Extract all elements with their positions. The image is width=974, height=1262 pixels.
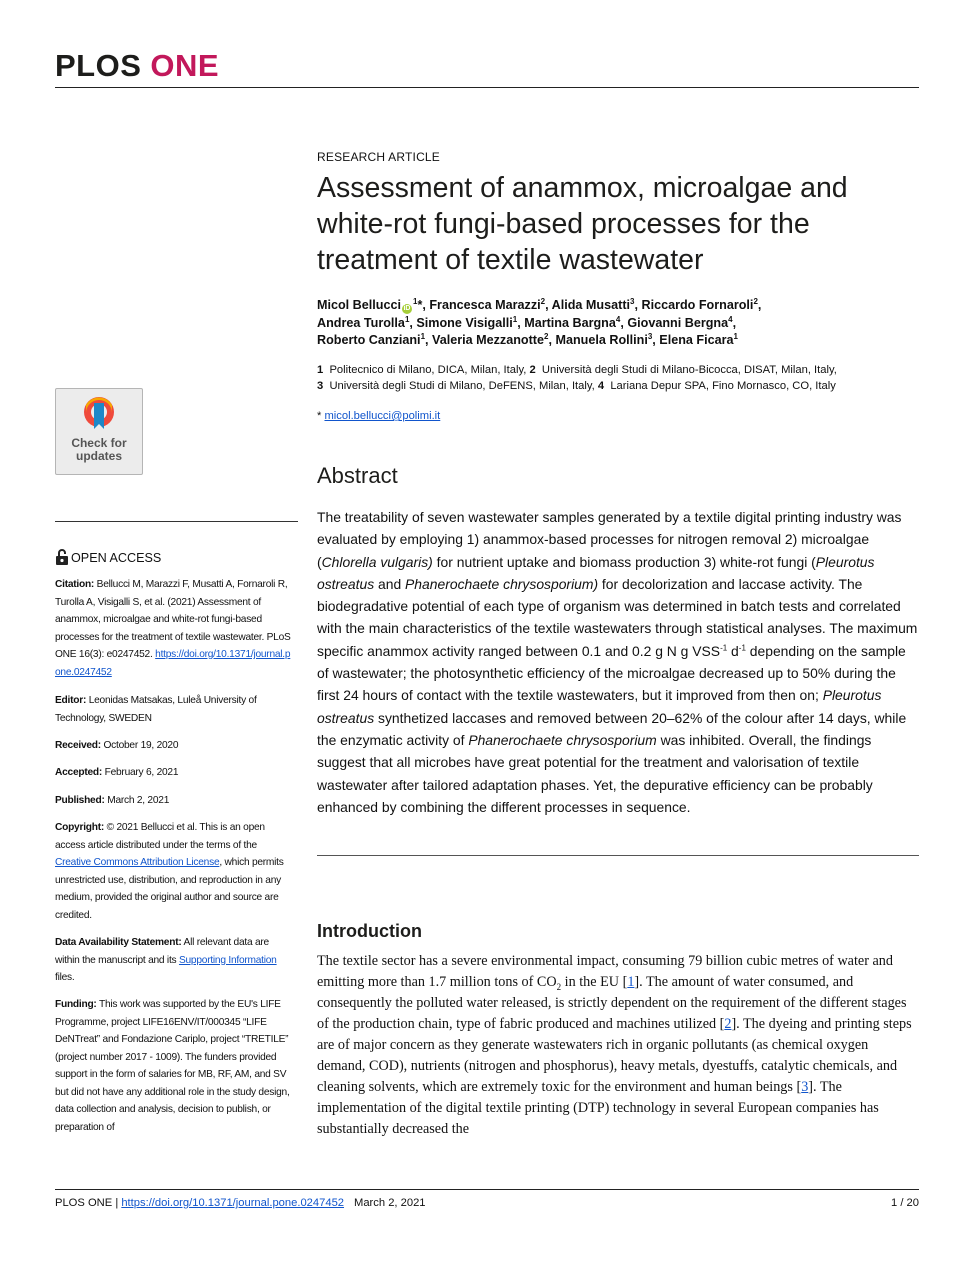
abstract-heading: Abstract bbox=[317, 463, 398, 488]
sidebar-divider bbox=[55, 521, 298, 522]
footer-divider bbox=[55, 1189, 919, 1190]
accepted-date: February 6, 2021 bbox=[104, 767, 179, 778]
abstract-segment: synthetized laccases and removed between 20–62% of the colour after 14 days, while the enzymatic activity of bbox=[317, 709, 907, 748]
species-name: Chlorella vulgaris) bbox=[321, 553, 433, 570]
published-block bbox=[55, 792, 294, 810]
affil-number: 2 bbox=[529, 364, 536, 376]
funding-block bbox=[55, 996, 294, 1136]
article-type: RESEARCH ARTICLE bbox=[317, 150, 441, 164]
affil-ref: 3 bbox=[630, 296, 635, 306]
citation-block bbox=[55, 576, 294, 681]
footer bbox=[55, 1197, 426, 1209]
footer-journal: PLOS ONE bbox=[55, 1197, 113, 1209]
introduction-heading: Introduction bbox=[317, 921, 422, 941]
footer-separator: | bbox=[115, 1197, 119, 1209]
author-name[interactable]: Francesca Marazzi bbox=[429, 298, 541, 312]
accepted-label: Accepted: bbox=[55, 767, 103, 778]
journal-logo bbox=[55, 48, 219, 84]
corresponding-email-link[interactable]: micol.bellucci@polimi.it bbox=[324, 410, 441, 422]
author-name[interactable]: Manuela Rollini bbox=[555, 333, 648, 347]
affil-ref: 1 bbox=[420, 331, 426, 341]
corresponding-mark: * bbox=[317, 410, 322, 422]
author-name[interactable]: Simone Visigalli bbox=[416, 315, 513, 330]
accepted-block bbox=[55, 764, 294, 782]
journal-logo-one: ONE bbox=[150, 48, 220, 83]
page-number: 1 / 20 bbox=[891, 1197, 919, 1209]
affil-ref: 1 bbox=[512, 314, 518, 324]
abstract-segment: d bbox=[727, 642, 739, 659]
affil-ref: 1 bbox=[733, 331, 738, 341]
intro-segment: ]. The implementation of the digital textile printing (DTP) technology in several European companies has substantially decreased the bbox=[317, 1079, 879, 1137]
author-name[interactable]: Martina Bargna bbox=[524, 315, 616, 330]
abstract-text bbox=[317, 506, 919, 818]
copyright-block bbox=[55, 819, 294, 924]
author-name[interactable]: Valeria Mezzanotte bbox=[432, 333, 545, 347]
funding-label: Funding: bbox=[55, 999, 97, 1010]
affil-ref: 4 bbox=[728, 314, 733, 324]
orcid-icon[interactable]: iD bbox=[403, 305, 411, 312]
intro-segment: in the EU [ bbox=[561, 974, 628, 990]
title-line: treatment of textile wastewater bbox=[317, 244, 704, 276]
author-name[interactable]: Giovanni Bergna bbox=[627, 315, 729, 330]
open-access-text: OPEN ACCESS bbox=[71, 551, 162, 565]
data-availability-text: All relevant data are within the manuscript and its bbox=[55, 937, 269, 966]
received-block bbox=[55, 737, 294, 755]
affil-text: Università degli Studi di Milano, DeFENS, Milan, Italy, bbox=[329, 380, 595, 392]
citation-link[interactable]: 2 bbox=[724, 1016, 732, 1032]
editor-text: Leonidas Matsakas, Luleå University of Technology, SWEDEN bbox=[55, 695, 257, 724]
received-label: Received: bbox=[55, 740, 101, 751]
affil-ref: 3 bbox=[647, 331, 653, 341]
bookmark-ribbon-icon bbox=[79, 395, 119, 437]
data-availability-label: Data Availability Statement: bbox=[55, 937, 182, 948]
subscript: 2 bbox=[556, 981, 562, 992]
species-name: Pleurotus ostreatus bbox=[317, 687, 882, 726]
abstract-segment: and bbox=[374, 575, 406, 592]
journal-logo-plos: PLOS bbox=[55, 48, 142, 83]
copyright-label: Copyright: bbox=[55, 822, 105, 833]
author-name[interactable]: Elena Ficara bbox=[659, 333, 734, 347]
citation-label: Citation: bbox=[55, 579, 95, 590]
supporting-info-link[interactable]: Supporting Information bbox=[178, 954, 277, 966]
abstract-divider bbox=[317, 855, 919, 856]
affil-text: Lariana Depur SPA, Fino Mornasco, CO, Italy bbox=[610, 380, 836, 392]
affil-ref: 2 bbox=[544, 331, 549, 341]
exponent: -1 bbox=[738, 643, 746, 653]
affil-ref: 4 bbox=[615, 314, 621, 324]
open-access-label bbox=[55, 549, 161, 565]
published-label: Published: bbox=[55, 795, 105, 806]
affil-number: 1 bbox=[317, 364, 324, 376]
author-name[interactable]: Alida Musatti bbox=[551, 298, 631, 312]
affil-text: Politecnico di Milano, DICA, Milan, Italy, bbox=[329, 364, 527, 376]
copyright-text: © 2021 Bellucci et al. This is an open access article distributed under the terms of the bbox=[55, 822, 265, 851]
corresponding-author bbox=[317, 410, 919, 422]
affil-ref: 2 bbox=[540, 296, 546, 306]
affil-ref: 1 bbox=[412, 296, 418, 306]
abstract-segment: for nutrient uptake and biomass production 3) white-rot fungi ( bbox=[432, 553, 816, 570]
copyright-text: , which permits unrestricted use, distribution, and reproduction in any medium, provided the original author and source are credited. bbox=[55, 857, 284, 921]
title-line: white-rot fungi-based processes for the bbox=[317, 208, 810, 240]
author-name[interactable]: Micol Bellucci bbox=[317, 298, 401, 312]
badge-line: updates bbox=[75, 449, 122, 463]
license-link[interactable]: Creative Commons Attribution License bbox=[55, 857, 220, 868]
open-lock-icon bbox=[55, 549, 69, 565]
citation-link[interactable]: 1 bbox=[627, 974, 635, 990]
editor-block bbox=[55, 692, 294, 727]
affil-number: 3 bbox=[317, 380, 324, 392]
abstract-segment: was inhibited. Overall, the findings suggest that all microbes have great potential for the treatment and valorisation of textile wastewater after tailored adaptation phases. Yet, the depurative efficiency can be probably enhanced by combining the different processes in sequence. bbox=[317, 731, 873, 815]
badge-line: Check for bbox=[71, 436, 127, 450]
abstract-segment: depending on the sample of wastewater; the photosynthetic efficiency of the microalgae decreased up to 50% during the first 24 hours of contact with the textile wastewaters, but it improved from then on; bbox=[317, 642, 906, 704]
author-name[interactable]: Riccardo Fornaroli bbox=[641, 298, 754, 312]
species-name: Pleurotus ostreatus bbox=[317, 553, 875, 592]
footer-doi-link[interactable]: https://doi.org/10.1371/journal.pone.0247452 bbox=[121, 1197, 345, 1209]
affil-text: Università degli Studi di Milano-Bicocca, DISAT, Milan, Italy, bbox=[541, 364, 837, 376]
editor-label: Editor: bbox=[55, 695, 87, 706]
received-date: October 19, 2020 bbox=[103, 740, 179, 751]
title-line: Assessment of anammox, microalgae and bbox=[317, 172, 848, 204]
affiliations bbox=[317, 362, 919, 394]
species-name: Phanerochaete chrysosporium bbox=[468, 731, 657, 748]
corresponding-mark: * bbox=[417, 298, 423, 312]
data-availability-block bbox=[55, 934, 294, 987]
author-name[interactable]: Andrea Turolla bbox=[317, 315, 405, 330]
exponent: -1 bbox=[720, 643, 728, 653]
intro-segment: ]. The dyeing and printing steps are of major concern as they generate wastewaters rich in organic pollutants (as chemical oxygen demand, COD), nutrients (nitrogen and phosphorus), heavy metals, dyestuffs, catalytic chemicals, and cleaning solvents, which are extremely toxic for the environment and human beings [ bbox=[317, 1016, 912, 1095]
abstract-segment: for decolorization and laccase activity. The biodegradative potential of each type of organism was determined in batch tests and correlated with the main characteristics of the textile wastewaters through statistical analyses. The maximum specific anammox activity ranged between 0.1 and 0.2 g N g VSS bbox=[317, 575, 918, 659]
header-divider bbox=[55, 87, 919, 88]
intro-segment: The textile sector has a severe environmental impact, consuming 79 billion cubic metres of water and emitting more than 1.7 million tons of CO bbox=[317, 953, 893, 990]
data-availability-text: files. bbox=[55, 972, 75, 983]
citation-doi-link[interactable]: https://doi.org/10.1371/journal.pone.0247452 bbox=[55, 649, 291, 678]
introduction-text bbox=[317, 951, 919, 1140]
intro-segment: ]. The amount of water consumed, and consequently the polluted water released, is strictly dependent on the requirement of the different stages of the production chain, type of fabric produced and machines utilized [ bbox=[317, 974, 907, 1032]
affil-ref: 2 bbox=[753, 296, 758, 306]
author-list: Micol Bellucci $iD^1*$, Francesca Marazzi$^2$, Alida Musatti$^3$, Riccardo Fornaroli$^2$, Andrea Turolla$^1$, Simone Visigalli$^1$, Martina Bargna$^4$, Giovanni Bergna$^4$, Roberto Canziani$^1$, Valeria Mezzanotte$^2$, Manuela Rollini$^3$, Elena Ficara$^1$ bbox=[317, 296, 762, 347]
citation-text: Bellucci M, Marazzi F, Musatti A, Fornaroli R, Turolla A, Visigalli S, et al. (2021) Assessment of anammox, microalgae and white-rot fungi-based processes for the treatment of textile wastewater. PLoS ONE 16(3): e0247452. bbox=[55, 579, 291, 660]
funding-text: This work was supported by the EU's LIFE Programme, project LIFE16ENV/IT/000345 “LIFE DeNTreat” and Fondazione Cariplo, project “TRETILE” (project number 2017 - 1009). The funders provided support in the form of salaries for MB, RF, AM, and SV but did not have any additional role in the study design, data collection and analysis, decision to publish, or preparation of bbox=[55, 999, 290, 1133]
affil-ref: 1 bbox=[404, 314, 410, 324]
affil-number: 4 bbox=[597, 380, 605, 392]
article-title bbox=[317, 170, 919, 278]
abstract-segment: The treatability of seven wastewater samples generated by a textile digital printing industry was evaluated by employing 1) anammox-based processes for nitrogen removal 2) microalgae ( bbox=[317, 509, 902, 570]
citation-link[interactable]: 3 bbox=[801, 1079, 809, 1095]
check-for-updates-badge[interactable] bbox=[55, 388, 143, 475]
published-date: March 2, 2021 bbox=[107, 795, 170, 806]
author-name[interactable]: Roberto Canziani bbox=[317, 333, 421, 347]
footer-date: March 2, 2021 bbox=[354, 1197, 426, 1209]
species-name: Phanerochaete chrysosporium) bbox=[405, 575, 599, 592]
